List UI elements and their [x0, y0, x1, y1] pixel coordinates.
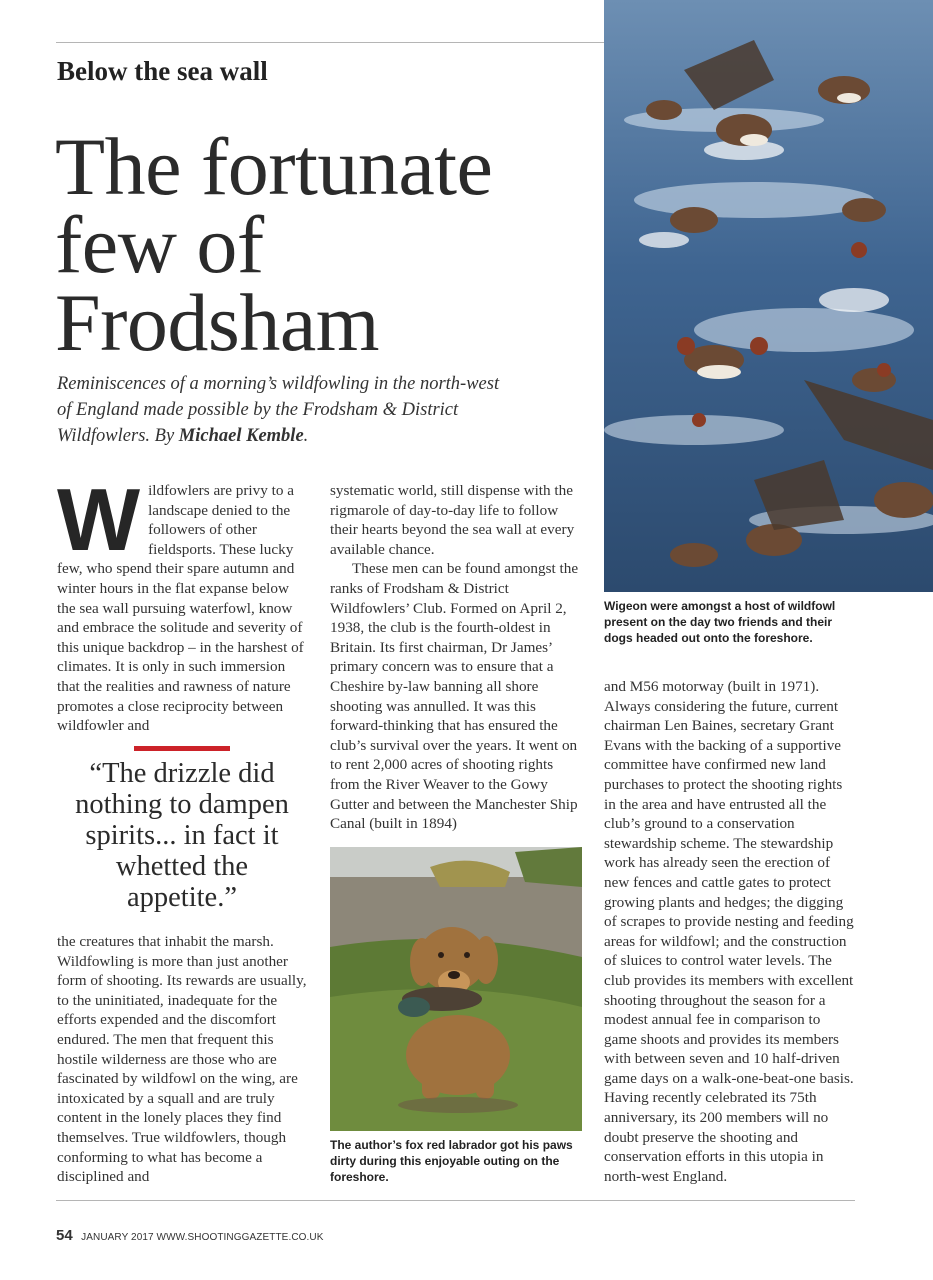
- standfirst-author: Michael Kemble: [178, 426, 304, 446]
- body-column-3: [604, 677, 856, 1186]
- headline: The fortunate few of Frodsham: [55, 121, 493, 368]
- section-label: Below the sea wall: [57, 56, 268, 86]
- body-column-1-bottom: [57, 932, 309, 1187]
- top-rule: [56, 42, 604, 43]
- body-text: ildfowlers are privy to a landscape denied to the followers of other fieldsports. These lucky few, who spend their spare autumn and winter hours in the flat expanse below the sea wall pursuing waterfowl, know and embrace the solitude and severity of this unique backdrop – in the harshest of climates. It is only in such immersion that the realities and rawness of nature promotes a close reciprocity between wildfowler and: [57, 482, 304, 735]
- dog-photo: [330, 847, 582, 1131]
- body-column-1-top: [57, 470, 309, 736]
- standfirst-end: .: [303, 426, 309, 446]
- issue-info: JANUARY 2017 WWW.SHOOTINGGAZETTE.CO.UK: [81, 1232, 324, 1243]
- page-number: 54: [56, 1227, 73, 1244]
- body-text: the creatures that inhabit the marsh. Wildfowling is more than just another form of shooting. Its rewards are usually, to the uninitiated, inadequate for the efforts expended and the discomfort endured. The men that frequent this hostile wilderness are those who are fascinated by wildfowl on the wing, are intoxicated by a squall and are truly content in the lonely places they find themselves. True wildfowlers, though conforming to what has become a disciplined and: [57, 933, 307, 1186]
- bottom-rule: [56, 1200, 855, 1201]
- body-paragraph: These men can be found amongst the ranks of Frodsham & District Wildfowlers’ Club. Formed on April 2, 1938, the club is the fourth-oldest in Britain. Its first chairman, Dr James’ primary concern was to ensure that a Cheshire by-law banning all shore shooting was annulled. It was this forward-thinking that has ensured the club’s survival over the years. It went on to rent 2,000 acres of shooting rights from the River Weaver to the Gowy Gutter and between the Manchester Ship Canal (built in 1894): [330, 560, 579, 833]
- page-footer: [56, 1227, 324, 1245]
- drop-cap: W: [57, 470, 141, 569]
- pull-quote: “The drizzle did nothing to dampen spirits... in fact it whetted the appetite.”: [75, 758, 289, 913]
- wigeon-illustration: [604, 0, 933, 592]
- pull-quote-accent-bar: [134, 746, 230, 751]
- labrador-illustration: [330, 847, 582, 1131]
- wigeon-photo: [604, 0, 933, 592]
- dog-photo-caption: The author’s fox red labrador got his paws dirty during this enjoyable outing on the foreshore.: [330, 1138, 573, 1184]
- body-column-2: [330, 481, 582, 834]
- wigeon-photo-caption: Wigeon were amongst a host of wildfowl present on the day two friends and their dogs headed out onto the foreshore.: [604, 599, 836, 645]
- standfirst-text: Reminiscences of a morning’s wildfowling in the north-west of England made possible by the Frodsham & District Wildfowlers. By: [57, 374, 500, 446]
- body-paragraph: systematic world, still dispense with the rigmarole of day-to-day life to follow their hearts beyond the sea wall at every available chance.: [330, 482, 575, 558]
- standfirst: [57, 371, 507, 449]
- body-text: and M56 motorway (built in 1971). Always considering the future, current chairman Len Baines, secretary Grant Evans with the backing of a supportive committee have confirmed new land purchases to protect the shooting rights in the area and have entrusted all the club’s ground to a conservation stewardship scheme. The stewardship work has already seen the erection of new fences and cattle gates to protect growing plants and hedges; the digging of scrapes to provide nesting and feeding areas for wildfowl; and the construction of sluices to control water levels. The club provides its members with excellent shooting throughout the season for a modest annual fee in comparison to game shoots and provides its members with between seven and 10 half-driven game days on a walk-one-beat-one basis. Having recently celebrated its 75th anniversary, its 200 members will no doubt preserve the shooting and conservation efforts in this utopia in north-west England.: [604, 678, 854, 1185]
